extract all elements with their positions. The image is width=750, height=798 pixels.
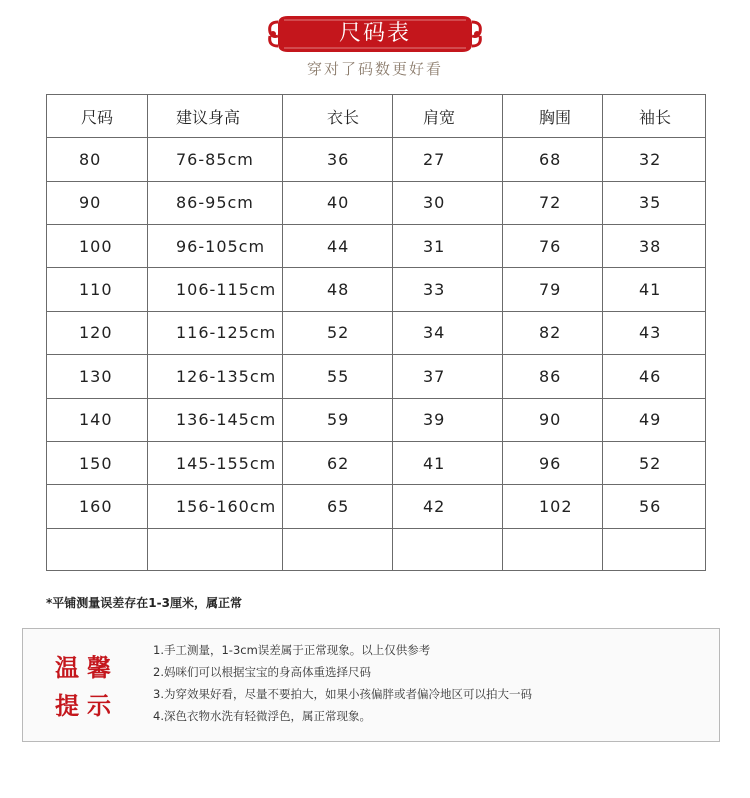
- tips-title-line2: 提示: [55, 691, 119, 720]
- header-size: 尺码: [47, 95, 148, 138]
- cell-sleeve: 35: [603, 181, 706, 224]
- size-table: [46, 94, 706, 571]
- cell-length: 48: [283, 268, 393, 311]
- cell-height: 86-95cm: [148, 181, 283, 224]
- cell-sleeve: 41: [603, 268, 706, 311]
- cell-shoulder: 37: [393, 355, 503, 398]
- cell-height: 156-160cm: [148, 485, 283, 528]
- table-row: [47, 138, 706, 181]
- table-row-empty: [47, 528, 706, 570]
- cell-size: 130: [47, 355, 148, 398]
- cell-size: 110: [47, 268, 148, 311]
- cell-empty: [393, 528, 503, 570]
- tip-item: 2.妈咪们可以根据宝宝的身高体重选择尺码: [153, 665, 371, 679]
- cell-sleeve: 38: [603, 225, 706, 268]
- cell-height: 96-105cm: [148, 225, 283, 268]
- cell-height: 76-85cm: [148, 138, 283, 181]
- cell-height: 136-145cm: [148, 398, 283, 441]
- cell-sleeve: 32: [603, 138, 706, 181]
- cell-chest: 86: [503, 355, 603, 398]
- cell-empty: [503, 528, 603, 570]
- table-row: [47, 181, 706, 224]
- cell-length: 36: [283, 138, 393, 181]
- page-title: 尺码表: [338, 21, 411, 46]
- cell-chest: 68: [503, 138, 603, 181]
- header-chest: 胸围: [503, 95, 603, 138]
- cell-sleeve: 56: [603, 485, 706, 528]
- tips-title: [55, 649, 125, 725]
- cell-length: 59: [283, 398, 393, 441]
- cell-length: 65: [283, 485, 393, 528]
- cell-empty: [47, 528, 148, 570]
- header-height: 建议身高: [148, 95, 283, 138]
- cell-size: 150: [47, 441, 148, 484]
- table-row: [47, 355, 706, 398]
- cell-size: 100: [47, 225, 148, 268]
- cell-chest: 76: [503, 225, 603, 268]
- cell-empty: [603, 528, 706, 570]
- cell-shoulder: 30: [393, 181, 503, 224]
- page-subtitle: 穿对了码数更好看: [306, 60, 443, 78]
- cell-empty: [148, 528, 283, 570]
- table-row: [47, 311, 706, 354]
- tips-box: [22, 628, 720, 742]
- tips-title-line1: 温馨: [55, 653, 119, 682]
- cell-chest: 79: [503, 268, 603, 311]
- cell-shoulder: 39: [393, 398, 503, 441]
- tips-list: [153, 639, 532, 727]
- cell-sleeve: 49: [603, 398, 706, 441]
- table-row: [47, 225, 706, 268]
- cell-height: 116-125cm: [148, 311, 283, 354]
- header-length: 衣长: [283, 95, 393, 138]
- table-row: [47, 485, 706, 528]
- cell-length: 40: [283, 181, 393, 224]
- cell-length: 52: [283, 311, 393, 354]
- cell-shoulder: 31: [393, 225, 503, 268]
- tip-item: 4.深色衣物水洗有轻微浮色，属正常现象。: [153, 709, 371, 723]
- cell-height: 145-155cm: [148, 441, 283, 484]
- cell-chest: 96: [503, 441, 603, 484]
- cell-chest: 90: [503, 398, 603, 441]
- table-header-row: [47, 95, 706, 138]
- cell-sleeve: 46: [603, 355, 706, 398]
- cell-shoulder: 42: [393, 485, 503, 528]
- table-row: [47, 441, 706, 484]
- measurement-note: *平铺测量误差存在1-3厘米，属正常: [46, 596, 242, 610]
- cell-size: 80: [47, 138, 148, 181]
- cell-shoulder: 41: [393, 441, 503, 484]
- cell-shoulder: 27: [393, 138, 503, 181]
- cell-shoulder: 34: [393, 311, 503, 354]
- cell-length: 55: [283, 355, 393, 398]
- cell-size: 160: [47, 485, 148, 528]
- cell-chest: 72: [503, 181, 603, 224]
- tip-item: 3.为穿效果好看，尽量不要拍大，如果小孩偏胖或者偏冷地区可以拍大一码: [153, 687, 532, 701]
- cell-length: 62: [283, 441, 393, 484]
- table-row: [47, 268, 706, 311]
- tip-item: 1.手工测量，1-3cm误差属于正常现象。以上仅供参考: [153, 643, 431, 657]
- cell-size: 90: [47, 181, 148, 224]
- header-shoulder: 肩宽: [393, 95, 503, 138]
- cell-height: 106-115cm: [148, 268, 283, 311]
- cell-height: 126-135cm: [148, 355, 283, 398]
- cell-shoulder: 33: [393, 268, 503, 311]
- cell-size: 120: [47, 311, 148, 354]
- cell-chest: 82: [503, 311, 603, 354]
- cell-length: 44: [283, 225, 393, 268]
- table-row: [47, 398, 706, 441]
- title-banner: [268, 12, 482, 56]
- cell-sleeve: 43: [603, 311, 706, 354]
- cell-empty: [283, 528, 393, 570]
- cell-sleeve: 52: [603, 441, 706, 484]
- cell-size: 140: [47, 398, 148, 441]
- cell-chest: 102: [503, 485, 603, 528]
- header-sleeve: 袖长: [603, 95, 706, 138]
